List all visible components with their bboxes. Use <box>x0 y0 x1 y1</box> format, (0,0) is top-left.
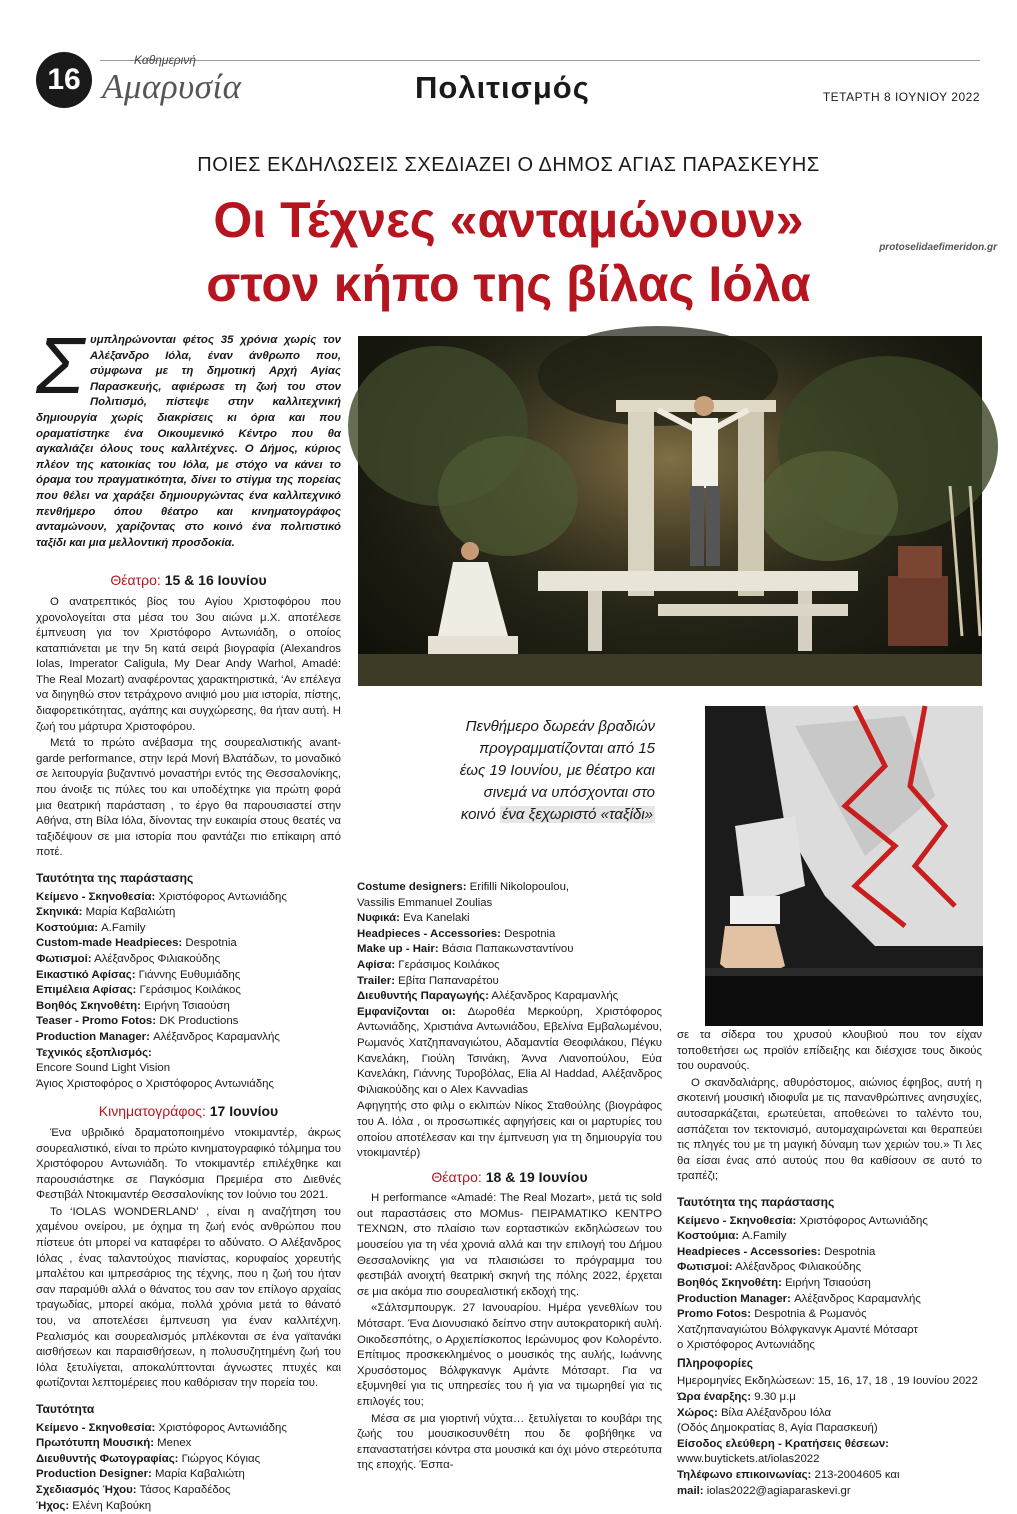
theatre2-credit-value: Ειρήνη Τσιαούση <box>781 1276 871 1289</box>
info-item-row <box>677 1452 982 1468</box>
cinema-credit-key: Ήχος: <box>36 1499 70 1512</box>
theatre2-credit-row <box>677 1323 982 1339</box>
logo: Αμαρυσία <box>102 67 242 106</box>
info-item-value: Ημερομηνίες Εκδηλώσεων: 15, 16, 17, 18 , 19 Ιουνίου 2022 <box>677 1375 978 1388</box>
cinema-credit-key: Πρωτότυπη Μουσική: <box>36 1437 154 1450</box>
cast-paragraph <box>357 1005 662 1099</box>
theatre2-credit-value: A.Family <box>739 1230 787 1243</box>
theatre1-paragraph-2: Μετά το πρώτο ανέβασμα της σουρεαλιστικής avant-garde performance, στην Ιερά Μονή Βλατάδων, το μοναδικό σε λειτουργία βυζαντινό μοναστήρι εντός της Θεσσαλονίκης, που άνοιξε τις πύλες του και υποδέχτηκε για πρώτη φορά μια θεατρική παράσταση , το έργο θα παρουσιαστεί στην Αθήνα, στη Βίλα Ιόλα, δίνοντας την ευκαιρία στους θεατές να ταξιδέψουν σε μια ιστορία που φαντάζει πιο επίκαιρη από ποτέ. <box>36 737 341 859</box>
info-item-key: Χώρος: <box>677 1406 718 1419</box>
cinema-credits-title: Ταυτότητα <box>36 1402 95 1416</box>
theatre1-credit-row <box>36 1046 341 1062</box>
dropcap: Σ <box>36 321 84 410</box>
info-item-value: www.buytickets.at/iolas2022 <box>677 1453 820 1466</box>
info-item-key: Τηλέφωνο επικοινωνίας: <box>677 1469 812 1482</box>
cast-label: Εμφανίζονται οι: <box>357 1005 456 1018</box>
theatre1-credit-row <box>36 1061 341 1077</box>
theatre2-credit-value: Αλέξανδρος Φιλιακούδης <box>732 1261 862 1274</box>
info-item-row <box>677 1437 982 1453</box>
theatre1-credit-row <box>36 890 341 906</box>
cinema-credit-cont-value: Vassilis Emmanuel Zoulias <box>357 896 493 909</box>
cinema-credit-cont-value: Βάσια Παπακωνσταντίνου <box>438 943 574 956</box>
theatre1-credit-value: A.Family <box>98 921 146 934</box>
cinema-paragraph-2: Το ‘IOLAS WONDERLAND’ , είναι η αναζήτηση του χαμένου ονείρου, με όχημα τη ζωή ενός ανθρώπου που πίστευε ότι μπορεί να καταφέρει το αδύνατο. Ο Αλέξανδρος Ιόλας , ένας ταλαντούχος πιανίστας, κορυφαίος χορευτής μπαλέτου και ιμπρεσάριος της τέχνης, που η ζωή του ήταν σαν παραμύθι αλλά ο θάνατος του σαν τον επίλογο αρχαίας τραγωδίας, μπορεί ακόμα, πολλά χρόνια μετά το θάνατό του, να αποτελέσει έμπνευση για έναν καλλιτέχνη. Ρεαλισμός και σουρεαλισμός μπλέκονται σε ένα γαϊτανάκι αισθήσεων και παραισθήσεων, η πολυσυζητημένη ζωή του Ιόλα ξετυλίγεται, αποκαλύπτονται άγνωστες πτυχές και φωτίζονται λεπτομέρειες που καθόρισαν την πορεία του. <box>36 1205 341 1390</box>
cinema-credit-cont-value: Erifilli Nikolopoulou, <box>466 881 570 893</box>
theatre1-credit-value: Encore Sound Light Vision <box>36 1062 171 1075</box>
theatre2-credit-row <box>677 1307 982 1323</box>
theatre2-credits-title: Ταυτότητα της παράστασης <box>677 1194 835 1209</box>
page-number: 16 <box>36 52 92 108</box>
cinema-credit-key: Διευθυντής Φωτογραφίας: <box>36 1452 179 1465</box>
cinema-credit-cont-row <box>357 989 662 1005</box>
info-item-value: (Οδός Δημοκρατίας 8, Αγία Παρασκευή) <box>677 1422 878 1435</box>
cinema-credit-cont-row <box>357 896 662 912</box>
theatre2-credit-row <box>677 1245 982 1261</box>
cinema-credit-row <box>36 1499 341 1514</box>
stage-photo <box>358 336 982 686</box>
theatre1-credit-value: DK Productions <box>156 1015 239 1028</box>
right-paragraph-2: Ο σκανδαλιάρης, αθυρόστομος, αιώνιος έφηβος, αυτή η σκοτεινή μουσική ιδιοφυΐα με τις πανανθρώπινες ανησυχίες, αυτοσαρκάζεται, ερωτεύεται, αποθεώνει το ταλέντο του, ασπάζεται τον τεκτονισμό, αυτομαχαιρώνεται και θεραπεύει τις πληγές του με τη μαγική δύναμη των χεριών του.» Τι λες θα είσαι ένας από αυτούς που θα καθίσουν σε αυτό το τραπέζι; <box>677 1076 982 1183</box>
cinema-credit-row <box>36 1436 341 1452</box>
cinema-credit-key: Σχεδιασμός Ήχου: <box>36 1483 137 1496</box>
theatre1-credit-key: Κοστούμια: <box>36 921 98 934</box>
cinema-credit-row <box>36 1467 341 1483</box>
cinema-credit-cont-row <box>357 911 662 927</box>
cinema-credit-cont-row <box>357 974 662 990</box>
theatre1-credit-value: Αλέξανδρος Φιλιακούδης <box>91 952 221 965</box>
theatre1-credit-key: Εικαστικό Αφίσας: <box>36 968 136 981</box>
theatre2-credits <box>677 1214 982 1354</box>
cinema-credit-value: Τάσος Καραδέδος <box>136 1483 231 1496</box>
left-column <box>36 321 341 1514</box>
theatre1-credit-row <box>36 1077 341 1093</box>
stage-photo-illustration <box>358 336 982 686</box>
middle-column <box>357 880 662 1475</box>
theatre1-credit-row <box>36 999 341 1015</box>
cast-list: Δωροθέα Μερκούρη, Χριστόφορος Αντωνιάδης, Χριστιάνα Αντωνιάδου, Εβελίνα Εμβαλωμένου, Ρωμανός Χατζηπαναγιώτου, Αδαμαντία Θεοφιλάκου, Πέγκυ Κανελάκη, Γιούλη Τσινάκη, Άννα Λιανοπούλου, Εύα Κανελάκη, Γιάννης Τυροβόλας, Elia Al Haddad, Αλέξανδρος Φιλιακούδης και ο Alex Kavvadias <box>357 1005 662 1096</box>
info-item-value: Βίλα Αλέξανδρου Ιόλα <box>717 1406 832 1419</box>
theatre2-credit-value: Χατζηπαναγιώτου Βόλφγκανγκ Αμαντέ Μότσαρτ <box>677 1323 918 1336</box>
info-list <box>677 1374 982 1499</box>
top-rule <box>100 60 980 61</box>
cinema-credit-value: Menex <box>154 1437 192 1450</box>
theatre2-credit-row <box>677 1338 982 1354</box>
theatre1-credit-row <box>36 921 341 937</box>
logo-subtitle: Καθημερινή <box>134 53 196 67</box>
theatre1-credit-value: Despotnia <box>182 937 237 950</box>
info-item-key: Ώρα έναρξης: <box>677 1391 752 1404</box>
theatre1-credit-row <box>36 983 341 999</box>
cinema-paragraph-1: Ένα υβριδικό δραματοποιημένο ντοκιμαντέρ, άκρως σουρεαλιστικό, είναι το πρώτο κινηματογραφικό τόλμημα του Χριστόφορου Αντωνιάδη. Το ντοκιμαντέρ επιλέχθηκε και παρουσιάστηκε σε Παγκόσμια Πρεμιέρα στο Διεθνές Φεστιβάλ Ντοκιμαντέρ Θεσσαλονίκης τον Ιούνιο του 2021. <box>36 1126 341 1202</box>
theatre2-credit-value: Despotnia & Ρωμανός <box>751 1308 867 1321</box>
info-item-row <box>677 1468 982 1484</box>
source-credit: protoselidaefimeridon.gr <box>879 242 997 253</box>
narrator-paragraph: Αφηγητής στο φιλμ ο εκλιπών Νίκος Σταθούλης (βιογράφος του Α. Ιόλα , οι προσωπικές αφηγήσεις και οι μαρτυρίες του οποίου αποτέλεσαν και την έμπνευση για τη δημιουργία του ντοκιμαντέρ) <box>357 1100 662 1160</box>
theatre1-credit-value: Γεράσιμος Κοιλάκος <box>136 984 241 997</box>
theatre2-credit-row <box>677 1276 982 1292</box>
theatre2-credit-row <box>677 1292 982 1308</box>
right-column <box>677 1028 982 1499</box>
theatre1-credit-key: Κείμενο - Σκηνοθεσία: <box>36 890 156 903</box>
info-item-value: iolas2022@agiaparaskevi.gr <box>703 1484 851 1497</box>
cinema-credit-cont-value: Εβίτα Παπαναρέτου <box>395 974 499 987</box>
theatre1-dates: 15 & 16 Ιουνίου <box>164 572 267 589</box>
cinema-credit-cont-key: Νυφικά: <box>357 912 400 925</box>
headline-line-2: στον κήπο της βίλας Ιόλα <box>206 256 811 312</box>
theatre1-credit-value: Μαρία Καβαλιώτη <box>82 906 176 919</box>
cinema-credit-value: Γιώργος Κόγιας <box>178 1452 261 1465</box>
theatre2-credit-key: Headpieces - Accessories: <box>677 1245 821 1258</box>
info-item-key: mail: <box>677 1484 704 1497</box>
theatre2-credit-value: Χριστόφορος Αντωνιάδης <box>796 1214 928 1227</box>
pull-quote-text: Πενθήμερο δωρεάν βραδιών προγραμματίζονται από 15 έως 19 Ιουνίου, με θέατρο και σινεμά να υπόσχονται στο κοινό <box>459 718 655 823</box>
theatre2-credit-value: Αλέξανδρος Καραμανλής <box>790 1292 921 1305</box>
theatre1-credit-key: Βοηθός Σκηνοθέτη: <box>36 999 141 1012</box>
info-item-row <box>677 1374 982 1390</box>
theatre1-credit-key: Production Manager: <box>36 1030 150 1043</box>
pull-quote-highlight: ένα ξεχωριστό «ταξίδι» <box>501 806 653 823</box>
theatre1-credit-key: Επιμέλεια Αφίσας: <box>36 984 137 997</box>
cinema-credit-cont-row <box>357 958 662 974</box>
theatre2-dates: 18 & 19 Ιουνίου <box>485 1168 588 1185</box>
cinema-credit-value: Ελένη Καβούκη <box>69 1499 152 1512</box>
cinema-label: Κινηματογράφος: <box>98 1103 206 1120</box>
headline <box>0 188 1017 316</box>
issue-date: ΤΕΤΑΡΤΗ 8 ΙΟΥΝΙΟΥ 2022 <box>822 90 980 104</box>
theatre1-credit-row <box>36 952 341 968</box>
theatre2-credit-row <box>677 1214 982 1230</box>
theatre1-credit-value: Ειρήνη Τσιαούση <box>140 999 230 1012</box>
theatre2-credit-key: Κοστούμια: <box>677 1230 739 1243</box>
cinema-credit-cont-key: Costume designers: <box>357 881 467 893</box>
theatre1-credit-value: Γιάννης Ευθυμιάδης <box>135 968 241 981</box>
cinema-credit-cont-key: Διευθυντής Παραγωγής: <box>357 990 489 1003</box>
theatre2-paragraph-1: Η performance «Amadé: The Real Mozart», μετά τις sold out παραστάσεις στο MOMus- ΠΕΙΡΑΜΑΤΙΚΟ ΚΕΝΤΡΟ ΤΕΧΝΩΝ, στο πλαίσιο των εορταστικών εκδηλώσεων του μουσείου για τη νέα χρονιά αλλά και την επιλογή του Δήμου Θεσσαλονίκης για να πλαισιώσει το πρόγραμμα του φεστιβάλ ανοιχτή θεατρική σκηνή της πόλης 2022, έρχεται σε μια ακόμα πιο σουρεαλιστική εκδοχή της. <box>357 1192 662 1298</box>
theatre2-credit-key: Promo Fotos: <box>677 1308 752 1321</box>
theatre1-credit-value: Αλέξανδρος Καραμανλής <box>149 1030 280 1043</box>
info-item-value: 213-2004605 και <box>811 1469 900 1482</box>
info-item-row <box>677 1406 982 1422</box>
theatre1-credit-value: Χριστόφορος Αντωνιάδης <box>155 890 287 903</box>
cinema-credit-cont-value: Despotnia <box>500 927 556 940</box>
theatre1-heading <box>36 573 341 589</box>
cinema-credit-key: Κείμενο - Σκηνοθεσία: <box>36 1421 156 1434</box>
cinema-credits <box>36 1421 341 1514</box>
theatre1-credit-row <box>36 936 341 952</box>
theatre2-credit-key: Κείμενο - Σκηνοθεσία: <box>677 1214 797 1227</box>
section-title: Πολιτισμός <box>415 70 590 105</box>
cinema-dates: 17 Ιουνίου <box>209 1103 279 1120</box>
lead-text: υμπληρώνονται φέτος 35 χρόνια χωρίς τον Αλέξανδρο Ιόλα, έναν άνθρωπο που, σύμφωνα με τη δημοτική Αρχή Αγίας Παρασκευής, αφιέρωσε τη ζωή του στον Πολιτισμό, πίστεψε στην καλλιτεχνική δημιουργία χωρίς διακρίσεις κι όρια και που οραματίστηκε ένα Οικουμενικό Κέντρο που θα αγκαλιάζει όλους τους καλλιτέχνες. Ο Δήμος, κύριος πλέον της κατοικίας του Ιόλα, με στόχο να κάνει το όραμα του πραγματικότητα, δίνει το στίγμα της πορείας που θέλει να χαράξει δημιουργώντας ένα καλλιτεχνικό πενθήμερο όπου θέατρο και κινηματογράφος ανταμώνουν, χαρίζοντας στο κοινό ένα πολιτιστικό ταξίδι και μια μελλοντική προσδοκία. <box>36 334 341 549</box>
theatre2-credit-key: Production Manager: <box>677 1292 791 1305</box>
cinema-credit-row <box>36 1421 341 1437</box>
theatre2-credit-value: ο Χριστόφορος Αντωνιάδης <box>677 1339 815 1352</box>
info-item-row <box>677 1390 982 1406</box>
cinema-credit-key: Production Designer: <box>36 1468 152 1481</box>
theatre1-credit-value: Άγιος Χριστοφόρος ο Χριστόφορος Αντωνιάδης <box>36 1077 274 1090</box>
cinema-credit-cont-value: Eva Kanelaki <box>399 912 470 925</box>
lead-paragraph <box>36 321 341 551</box>
theatre1-label: Θέατρο: <box>110 572 161 589</box>
theatre1-credit-key: Σκηνικά: <box>36 906 83 919</box>
theatre1-credit-row <box>36 968 341 984</box>
info-item-row <box>677 1484 982 1500</box>
info-item-value: 9.30 μ.μ <box>751 1391 796 1404</box>
cinema-credit-cont-key: Headpieces - Accessories: <box>357 927 501 940</box>
info-item-key: Είσοδος ελεύθερη - Κρατήσεις θέσεων: <box>677 1437 889 1450</box>
pianist-photo <box>705 706 983 1026</box>
info-title: Πληροφορίες <box>677 1355 754 1370</box>
theatre1-credit-row <box>36 1030 341 1046</box>
cinema-credit-cont-key: Make up - Hair: <box>357 943 439 956</box>
theatre2-credit-key: Φωτισμοί: <box>677 1261 733 1274</box>
theatre2-credit-value: Despotnia <box>820 1245 876 1258</box>
pull-quote <box>455 716 655 826</box>
info-item-row <box>677 1421 982 1437</box>
cinema-heading <box>36 1104 341 1120</box>
cinema-credit-value: Μαρία Καβαλιώτη <box>151 1468 245 1481</box>
theatre1-credit-row <box>36 1014 341 1030</box>
cinema-credit-row <box>36 1452 341 1468</box>
theatre1-credit-row <box>36 905 341 921</box>
cinema-credit-cont-row <box>357 880 662 896</box>
theatre2-heading <box>357 1170 662 1186</box>
cinema-credit-value: Χριστόφορος Αντωνιάδης <box>155 1421 287 1434</box>
kicker: ΠΟΙΕΣ ΕΚΔΗΛΩΣΕΙΣ ΣΧΕΔΙΑΖΕΙ Ο ΔΗΜΟΣ ΑΓΙΑΣ ΠΑΡΑΣΚΕΥΗΣ <box>197 154 820 176</box>
cinema-credit-cont-key: Αφίσα: <box>357 958 396 971</box>
cinema-credit-cont-value: Γεράσιμος Κοιλάκος <box>395 958 500 971</box>
theatre2-label: Θέατρο: <box>431 1168 482 1185</box>
right-paragraph-1: σε τα σίδερα του χρυσού κλουβιού που τον είχαν τοποθετήσει ως προϊόν επίδειξης και διέσχισε τους δικούς του ουρανούς. <box>677 1029 982 1073</box>
theatre2-paragraph-2: «Σάλτσμπουργκ. 27 Ιανουαρίου. Ημέρα γενεθλίων του Μότσαρτ. Ένα Διονυσιακό δείπνο στην αυτοκρατορική αυλή. Οικοδεσπότης, ο Αρχιεπίσκοπος Ιερώνυμος φον Κολορέντο. Επίτιμος προσκεκλημένος ο μουσικός της αυλής, Ιωάννης Χρυσόστομος Βόλφγκανγκ Αμάντε Μότσαρτ. Για να εξυμνηθεί για τις υπηρεσίες του ή για να τιμωρηθεί για τις επιλογές του; <box>357 1302 662 1408</box>
cinema-credit-cont-row <box>357 927 662 943</box>
theatre1-credits <box>36 890 341 1093</box>
cinema-credit-cont-row <box>357 942 662 958</box>
headline-line-1: Οι Τέχνες «ανταμώνουν» <box>213 192 804 248</box>
cinema-credit-cont-value: Αλέξανδρος Καραμανλής <box>488 990 619 1003</box>
pianist-photo-illustration <box>705 706 983 1026</box>
theatre2-credit-key: Βοηθός Σκηνοθέτη: <box>677 1276 782 1289</box>
cinema-credits-continued <box>357 880 662 1005</box>
theatre1-credit-key: Teaser - Promo Fotos: <box>36 1015 157 1028</box>
cinema-credit-row <box>36 1483 341 1499</box>
theatre1-credit-key: Custom-made Headpieces: <box>36 937 183 950</box>
cinema-credit-cont-key: Trailer: <box>357 974 395 987</box>
theatre2-paragraph-3: Μέσα σε μια γιορτινή νύχτα… ξετυλίγεται το κουβάρι της ζωής του μουσικοσυνθέτη που δε φοβήθηκε να επαναστατήσει κόντρα στα μουσικά και όχι μόνο στερεότυπα της εποχής. Έσπα- <box>357 1412 662 1472</box>
theatre1-credit-key: Φωτισμοί: <box>36 952 92 965</box>
theatre2-credit-row <box>677 1260 982 1276</box>
theatre2-credit-row <box>677 1229 982 1245</box>
theatre1-credits-title: Ταυτότητα της παράστασης <box>36 871 194 885</box>
theatre1-credit-key: Τεχνικός εξοπλισμός: <box>36 1046 152 1059</box>
theatre1-paragraph-1: Ο ανατρεπτικός βίος του Αγίου Χριστοφόρου που χρονολογείται στα μέσα του 3ου αιώνα μ.Χ. αποτέλεσε έμπνευση για τον Χριστόφορο Αντωνιάδη, ο οποίος καταπιάνεται με την 5η κατά σειρά βιογραφία (Alexandros Iolas, Imperator Caligula, My Dear Andy Warhol, Amadé: The Real Mozart) αναφέροντας χαρακτηριστικά, ‘Αν επέλεγα να διηγηθώ στον τετράχρονο ανιψιό μου μια ιστορία, πίστης, διαφορετικότητας, αγάπης και συγχώρεσης, θα ήταν αυτή. Η ζωή του μάρτυρα Χριστοφόρου. <box>36 595 341 733</box>
